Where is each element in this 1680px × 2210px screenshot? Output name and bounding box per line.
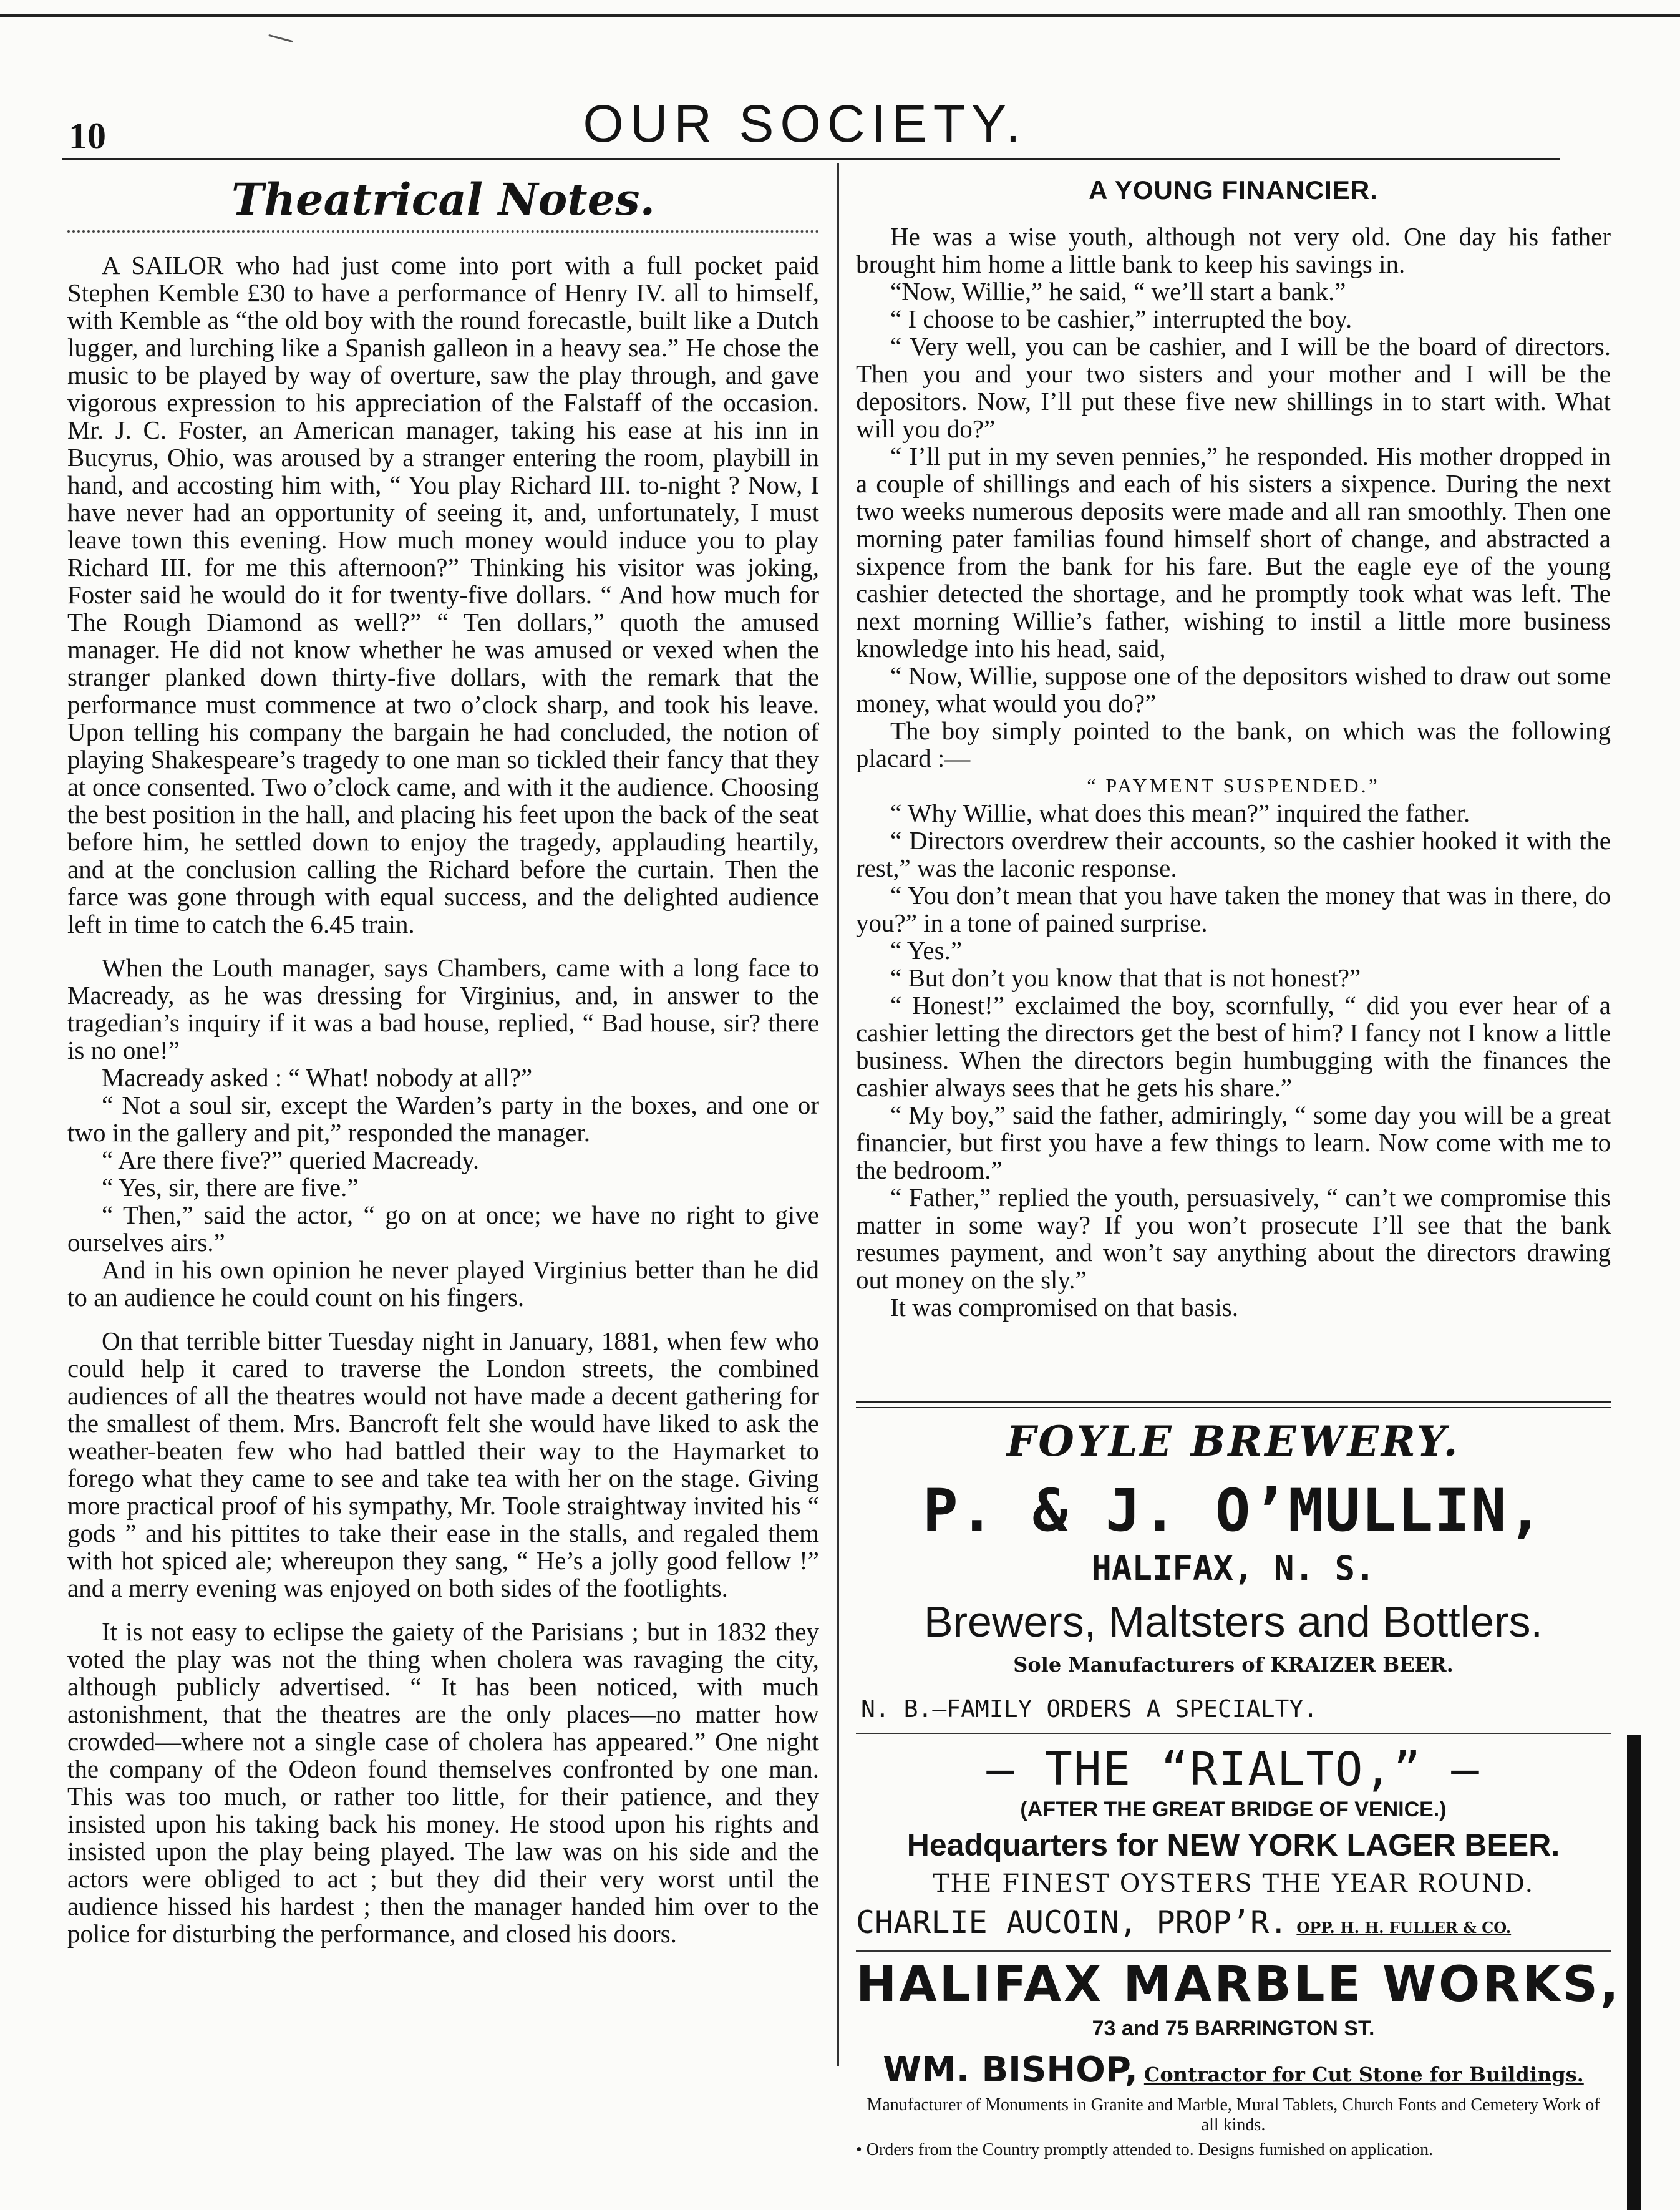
paragraph: Macready asked : “ What! nobody at all?” <box>102 1063 533 1092</box>
headquarters-line: Headquarters for NEW YORK LAGER BEER. <box>906 1828 1560 1862</box>
opposite-note: OPP. H. H. FULLER & CO. <box>1296 1919 1512 1937</box>
paragraph: The boy simply pointed to the bank, on which was the following placard :— <box>856 716 1611 772</box>
dotted-rule <box>67 230 819 233</box>
paragraph: “ Directors overdrew their accounts, so the cashier hooked it with the rest,” was the laconic response. <box>856 826 1611 882</box>
paragraph: “ But don’t you know that that is not honest?” <box>890 963 1361 992</box>
masthead-rule <box>62 158 1560 160</box>
paragraph: On that terrible bitter Tuesday night in January, 1881, when few who could help it cared to traverse the London streets, the combined audiences of all the theatres would not have made a decent gathering for the smallest of them. Mrs. Bancroft felt she would have liked to ask the weather-beaten few who had battled their way to the Haymarket to forego what they came to see and take tea with her on the stage. Giving more practical proof of his sympathy, Mr. Toole straightway invited his “ gods ” and his pittites to take their ease in the stalls, and regaled them with hot spiced ale; whereupon they sang, “ He’s a jolly good fellow !” and a merry evening was enjoyed on both sides of the footlights. <box>67 1326 819 1602</box>
family-orders-line: N. B.—FAMILY ORDERS A SPECIALTY. <box>861 1695 1318 1723</box>
paragraph: “ You don’t mean that you have taken the money that was in there, do you?” in a tone of pained surprise. <box>856 881 1611 937</box>
paragraph: A SAILOR who had just come into port with a full pocket paid Stephen Kemble £30 to have a performance of Henry IV. all to himself, with Kemble as “the old boy with the round forecastle, built like a Dutch lugger, and lurching like a Spanish galleon in a heavy sea.” He chose the music to be played by way of overture, saw the play through, and gave vigorous expression to his appreciation of the Falstaff of the occasion. Mr. J. C. Foster, an American manager, taking his ease at his inn in Bucyrus, Ohio, was aroused by a stranger entering the room, playbill in hand, and accosting him with, “ You play Richard III. to-night ? Now, I have never had an opportunity of seeing it, and, unfortunately, I must leave town this evening. How much money would induce you to play Richard III. for me this afternoon?” Thinking his visitor was joking, Foster said he would do it for twenty-five dollars. “ And how much for The Rough Diamond as well?” “ Ten dollars,” quoth the amused manager. He did not know whether he was amused or vexed when the stranger planked down thirty-five dollars, with the remark that the performance must commence at two o’clock sharp, and took his leave. Upon telling his company the bargain he had concluded, the notion of playing Shakespeare’s tragedy to one man so tickled their fancy that they at once consented. Two o’clock came, and with it the audience. Choosing the best position in the hall, and placing his feet upon the back of the seat before him, he settled down to enjoy the tragedy, applauding heartily, and at the conclusion calling the Richard before the curtain. Then the farce was gone through with equal success, and the delighted audience left in time to catch the 6.45 train. <box>67 251 819 938</box>
paragraph: “ I’ll put in my seven pennies,” he responded. His mother dropped in a couple of shillings and each of his sisters a sixpence. During the next two weeks numerous deposits were made and all ran smoothly. Then one morning pater familias found himself short of change, and abstracted a sixpence from the bank for his fare. But the eagle eye of the young cashier detected the shortage, and he promptly took what was left. The next morning Willie’s father, wishing to instil a little more business knowledge into his head, said, <box>856 442 1611 663</box>
proprietor-name: CHARLIE AUCOIN, PROP’R. <box>856 1904 1288 1940</box>
oysters-line: THE FINEST OYSTERS THE YEAR ROUND. <box>932 1869 1535 1898</box>
page-edge-bar <box>1627 1735 1641 2210</box>
ad-double-rule <box>856 1401 1611 1408</box>
paragraph: “ Then,” said the actor, “ go on at once; we have no right to give ourselves airs.” <box>67 1200 819 1257</box>
ad-rule <box>856 1950 1611 1952</box>
marble-works-address: 73 and 75 BARRINGTON ST. <box>1092 2017 1375 2040</box>
page-number: 10 <box>69 115 106 157</box>
paragraph: “ Father,” replied the youth, persuasively, “ can’t we compromise this matter in some way? If you won’t prosecute I’ll see that the bank resumes payment, and won’t say anything about the directors drawing out money on the sly.” <box>856 1183 1611 1294</box>
column-divider <box>837 163 839 2066</box>
paragraph: “ Very well, you can be cashier, and I will be the board of directors. Then you and your two sisters and your mother and I will be the depositors. Now, I’ll put these five new shillings in to start with. What will you do?” <box>856 332 1611 443</box>
paragraph: It was compromised on that basis. <box>890 1293 1238 1322</box>
young-financier-column <box>856 172 1611 1321</box>
paragraph: And in his own opinion he never played Virginius better than he did to an audience he could count on his fingers. <box>67 1255 819 1312</box>
paragraph: When the Louth manager, says Chambers, came with a long face to Macready, as he was dressing for Virginius, and, in answer to the tragedian’s inquiry if it was a bad house, replied, “ Bad house, sir? there is no one!” <box>67 953 819 1064</box>
halifax-location: HALIFAX, N. S. <box>1091 1549 1376 1588</box>
stray-mark <box>268 34 293 42</box>
rialto-subtitle: (AFTER THE GREAT BRIDGE OF VENICE.) <box>1020 1798 1447 1821</box>
paragraph: “ Now, Willie, suppose one of the depositors wished to draw out some money, what would you do?” <box>856 661 1611 718</box>
section-heading: Theatrical Notes. <box>231 173 655 225</box>
publication-title: OUR SOCIETY. <box>583 94 1027 153</box>
paragraph: “ Honest!” exclaimed the boy, scornfully, “ did you ever hear of a cashier letting the directors get the best of him? I fancy not I know a little business. When the directors begin humbugging with the finances the cashier always sees that he gets his share.” <box>856 991 1611 1102</box>
marble-works-heading: HALIFAX MARBLE WORKS, <box>856 1957 1621 2013</box>
paragraph: “Now, Willie,” he said, “ we’ll start a bank.” <box>890 277 1346 306</box>
bishop-name: WM. BISHOP, <box>883 2050 1138 2090</box>
section-heading: A YOUNG FINANCIER. <box>1089 175 1378 205</box>
paragraph: “ My boy,” said the father, admiringly, “ some day you will be a great financier, but first you have a few things to learn. Now come with me to the bedroom.” <box>856 1101 1611 1184</box>
paragraph: “ Are there five?” queried Macready. <box>102 1146 480 1174</box>
advertisements <box>856 1401 1621 2160</box>
brewers-tagline: Brewers, Maltsters and Bottlers. <box>924 1597 1543 1646</box>
paragraph: “ Why Willie, what does this mean?” inquired the father. <box>890 799 1470 827</box>
paragraph: “ Not a soul sir, except the Warden’s party in the boxes, and one or two in the gallery and pit,” responded the manager. <box>67 1091 819 1147</box>
contractor-note: Contractor for Cut Stone for Buildings. <box>1143 2063 1584 2086</box>
proprietor-line <box>856 1904 1611 1940</box>
paragraph: “ Yes, sir, there are five.” <box>102 1173 359 1202</box>
theatrical-notes-column <box>67 172 819 1947</box>
foyle-brewery-heading: FOYLE BREWERY. <box>1006 1417 1460 1466</box>
paragraph: “ I choose to be cashier,” interrupted the boy. <box>890 304 1352 333</box>
bishop-line <box>856 2050 1611 2090</box>
rialto-heading: — THE “RIALTO,” — <box>986 1743 1480 1796</box>
masthead <box>62 94 1547 162</box>
orders-line: • Orders from the Country promptly attended to. Designs furnished on application. <box>856 2140 1434 2159</box>
top-border-line <box>0 14 1680 17</box>
placard-text: “ PAYMENT SUSPENDED.” <box>1087 774 1380 797</box>
paragraph: It is not easy to eclipse the gaiety of the Parisians ; but in 1832 they voted the play was not the thing when cholera was ravaging the city, although publicly advertised. “ It has been noticed, with much astonishment, that the theatres are the only places—no matter how crowded—where not a single case of cholera has appeared.” One night the company of the Odeon found themselves confronted by one man. This was too much, or rather too little, for their patience, and they insisted upon his taking back his money. He stood upon his rights and insisted upon the play being played. The law was on his side and the actors were obliged to act ; but they did their very worst until the audience hissed his hardest ; then the manager handed him over to the police for disturbing the performance, and closed his doors. <box>67 1617 819 1948</box>
paragraph: “ Yes.” <box>890 936 963 965</box>
paragraph: He was a wise youth, although not very old. One day his father brought him home a little bank to keep his savings in. <box>856 222 1611 278</box>
manufacturer-line: Manufacturer of Monuments in Granite and Marble, Mural Tablets, Church Fonts and Cemetery Work of all kinds. <box>867 2095 1600 2135</box>
sole-manufacturers-line: Sole Manufacturers of KRAIZER BEER. <box>1013 1653 1454 1677</box>
ad-rule <box>856 1733 1611 1734</box>
omullin-name: P. & J. O’MULLIN, <box>922 1477 1545 1545</box>
